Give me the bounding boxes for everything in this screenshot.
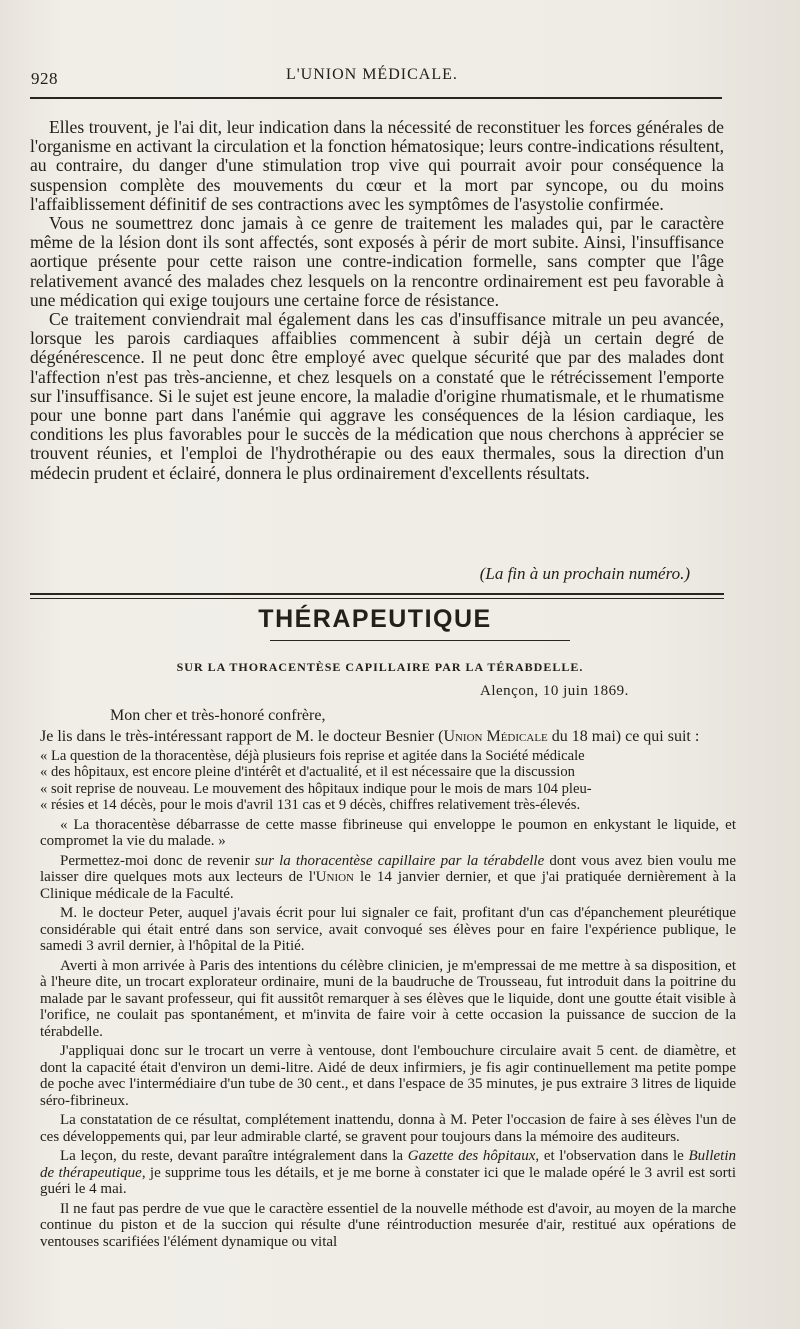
section-divider-bottom — [30, 598, 724, 599]
gazette-title: Gazette des hôpitaux — [407, 1148, 536, 1164]
section-divider-top — [30, 593, 724, 595]
page-header — [31, 66, 730, 96]
quote-line: « résies et 14 décès, pour le mois d'avril 131 cas et 9 décès, chiffres relativement très-élevés. — [40, 797, 581, 813]
article-subtitle: SUR LA THORACENTÈSE CAPILLAIRE PAR LA TÉRABDELLE. — [176, 660, 584, 674]
paragraph-besnier — [40, 728, 736, 745]
paragraph-appliquai: J'appliquai donc sur le trocart un verre à ventouse, dont l'embouchure circulaire avait 5 cent. de diamètre, et dont la capacité était d'environ un demi-litre. Aidé de deux infirmiers, je fis agir continuellement ma petite pompe de poche avec l'intermédiaire d'un tube de 30 cent., et dans l'espace de 35 minutes, je pus extraire 3 litres de liquide séro-fibrineux. — [40, 1043, 736, 1109]
quote-line: « des hôpitaux, est encore pleine d'intérêt et d'actualité, et il est nécessaire que la discussion — [40, 764, 575, 780]
running-title: L'UNION MÉDICALE. — [286, 66, 458, 83]
paragraph-lecon — [40, 1148, 736, 1198]
besnier-text-a: Je lis dans le très-intéressant rapport de M. le docteur Besnier ( — [40, 727, 444, 745]
paragraph-methode: Il ne faut pas perdre de vue que le caractère essentiel de la nouvelle méthode est d'avoir, au moyen de la marche continue du piston et de la succion qui résulte d'une réintroduction mesurée d'air, restitué aux opérations de ventouses scarifiées l'élément dynamique ou vital — [40, 1200, 736, 1250]
permettez-text-c: le 14 janvier dernier, et que j'ai pratiquée dernièrement à la Clinique médicale de la Faculté. — [40, 869, 736, 902]
letter-body — [40, 708, 736, 1250]
journal-name: Union Médicale — [443, 727, 548, 745]
page-number: 928 — [31, 69, 58, 88]
quote-line: « La question de la thoracentèse, déjà plusieurs fois reprise et agitée dans la Société médicale — [40, 747, 585, 764]
permettez-title: sur la thoracentèse capillaire par la térabdelle — [254, 852, 545, 869]
continuation-note: (La fin à un prochain numéro.) — [479, 564, 690, 583]
quotation-block — [40, 748, 736, 814]
besnier-text-b: du 18 mai) ce qui suit : — [547, 727, 700, 745]
bulletin-title: Bulletin de thérapeutique — [40, 1148, 736, 1181]
lecon-text-b: , et l'observation dans le — [535, 1148, 689, 1164]
article-continuation — [30, 118, 724, 483]
lecon-text-a: La leçon, du reste, devant paraître intégralement dans la — [60, 1148, 408, 1164]
paragraph-permettez — [40, 853, 736, 903]
paragraph-constatation: La constatation de ce résultat, complétement inattendu, donna à M. Peter l'occasion de faire à ses élèves l'un de ces développements qui, par leur admirable clarté, se gravent pour toujours dans la mémoire des auditeurs. — [40, 1112, 736, 1145]
permettez-text-b: dont vous avez bien voulu me laisser dire quelques mots aux lecteurs de l' — [40, 852, 737, 885]
paragraph-traitement: Ce traitement conviendrait mal également dans les cas d'insuffisance mitrale un peu avancée, lorsque les parois cardiaques affaiblies commencent à subir déjà un certain degré de dégénérescence. Il ne peut donc être employé avec quelque sécurité que par des malades dont l'affection n'est pas très-ancienne, et chez lesquels on a constaté que le rétrécissement l'emporte sur l'insuffisance. Si le sujet est jeune encore, la maladie d'origine rhumatismale, et le rhumatisme pour une bonne part dans l'anémie qui aggrave les conséquences de la lésion cardiaque, les conditions les plus favorables pour le succès de la médication que nous cherchons à apprécier se trouvent réunies, et l'emploi de l'hydrothérapie ou des eaux thermales, sous la direction d'un médecin prudent et éclairé, donnera le plus ordinairement d'excellents résultats. — [30, 309, 724, 483]
paragraph-averti: Averti à mon arrivée à Paris des intentions du célèbre clinicien, je m'empressai de me mettre à sa disposition, et à l'heure dite, un trocart explorateur ordinaire, muni de la baudruche de Trousseau, fut introduit dans la poitrine du malade par le savant professeur, qui fit aussitôt remarquer à ses élèves que le liquide, dont une goutte était visible à l'orifice, ne coulait pas spontanément, et m'invita de faire voir à cette occasion la puissance de succion de la térabdelle. — [40, 957, 736, 1040]
permettez-text-a: Permettez-moi donc de revenir — [60, 852, 255, 869]
header-rule — [30, 97, 722, 99]
permettez-journal: Union — [315, 869, 354, 885]
letter-dateline: Alençon, 10 juin 1869. — [480, 683, 629, 699]
quote-conclusion: « La thoracentèse débarrasse de cette masse fibrineuse qui enveloppe le poumon en enkystant le liquide, et compromet la vie du malade. » — [40, 816, 736, 849]
paragraph-indications: Elles trouvent, je l'ai dit, leur indication dans la nécessité de reconstituer les forces générales de l'organisme en activant la circulation et la fonction hématosique; leurs contre-indications résultent, au contraire, du danger d'une stimulation trop vive qui pourrait avoir pour conséquence la suspension complète des mouvements du cœur et la mort par syncope, ou du moins l'affaiblissement définitif de ses contractions avec les symptômes de l'asystolie confirmée. — [30, 117, 724, 214]
paragraph-peter: M. le docteur Peter, auquel j'avais écrit pour lui signaler ce fait, profitant d'un cas d'épanchement pleurétique considérable qui était entré dans son service, avait convoqué ses élèves pour en faire l'expérience publique, le samedi 3 avril dernier, à l'hôpital de la Pitié. — [40, 905, 736, 954]
quote-line: « soit reprise de nouveau. Le mouvement des hôpitaux indique pour le mois de mars 104 pleu- — [40, 780, 592, 797]
lecon-text-c: , je supprime tous les détails, et je me borne à constater ici que le malade opéré le 3 avril est sorti guéri le 4 mai. — [40, 1164, 736, 1197]
paragraph-contre-indication: Vous ne soumettrez donc jamais à ce genre de traitement les malades qui, par le caractère même de la lésion dont ils sont affectés, sont exposés à périr de mort subite. Ainsi, l'insuffisance aortique présente pour cette raison une contre-indication formelle, sans compter que l'âge relativement avancé des malades chez lesquels on la rencontre ordinairement est peu favorable à une médication qui exige toujours une certaine force de résistance. — [30, 213, 724, 310]
section-title-rule — [270, 640, 570, 641]
letter-salutation: Mon cher et très-honoré confrère, — [110, 707, 326, 724]
section-title: THÉRAPEUTIQUE — [258, 605, 492, 633]
